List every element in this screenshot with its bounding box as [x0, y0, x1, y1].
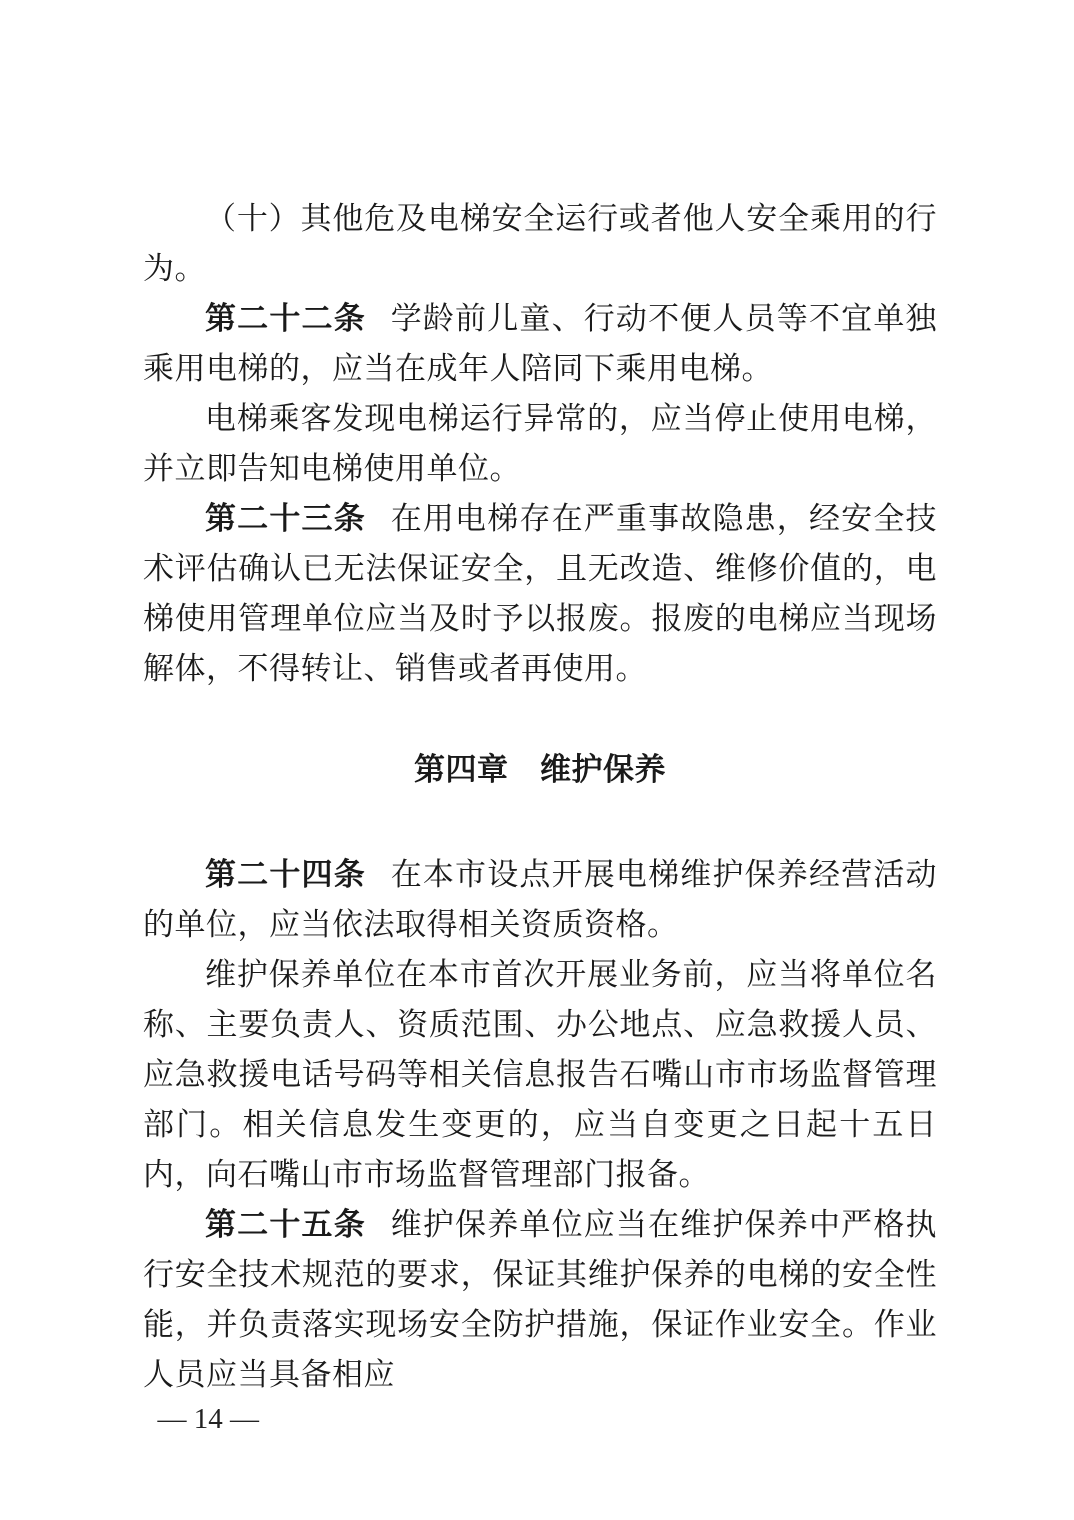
paragraph: [143, 394, 937, 494]
article-number: 第二十四条: [205, 857, 366, 892]
paragraph-text: 维护保养单位在本市首次开展业务前，应当将单位名称、主要负责人、资质范围、办公地点、应急救援人员、应急救援电话号码等相关信息报告石嘴山市市场监督管理部门。相关信息发生变更的，应当自变更之日起十五日内，向石嘴山市市场监督管理部门报备。: [143, 957, 937, 1192]
paragraph: [143, 494, 937, 694]
paragraph: [143, 850, 937, 950]
paragraph-text: 维护保养单位应当在维护保养中严格执行安全技术规范的要求，保证其维护保养的电梯的安全性能，并负责落实现场安全防护措施，保证作业安全。作业人员应当具备相应: [143, 1207, 938, 1392]
paragraph: [143, 1200, 937, 1400]
chapter-title-text: 第四章 维护保养: [414, 752, 666, 787]
page-number-label: — 14 —: [157, 1403, 259, 1435]
paragraph: [143, 194, 937, 294]
article-number: 第二十三条: [205, 501, 366, 536]
article-number: 第二十五条: [205, 1207, 366, 1242]
page-number: [143, 1368, 259, 1436]
paragraph-text: （十）其他危及电梯安全运行或者他人安全乘用的行为。: [143, 201, 937, 286]
paragraph-text: 在用电梯存在严重事故隐患，经安全技术评估确认已无法保证安全，且无改造、维修价值的，电梯使用管理单位应当及时予以报废。报废的电梯应当现场解体，不得转让、销售或者再使用。: [143, 501, 938, 686]
paragraph-text: 在本市设点开展电梯维护保养经营活动的单位，应当依法取得相关资质资格。: [143, 857, 938, 942]
document-body: [143, 194, 937, 1400]
paragraph-text: 电梯乘客发现电梯运行异常的，应当停止使用电梯，并立即告知电梯使用单位。: [143, 401, 937, 486]
paragraph: [143, 294, 937, 394]
paragraph-text: 学龄前儿童、行动不便人员等不宜单独乘用电梯的，应当在成年人陪同下乘用电梯。: [143, 301, 938, 386]
chapter-heading: [143, 745, 937, 795]
article-number: 第二十二条: [205, 301, 366, 336]
paragraph: [143, 950, 937, 1200]
